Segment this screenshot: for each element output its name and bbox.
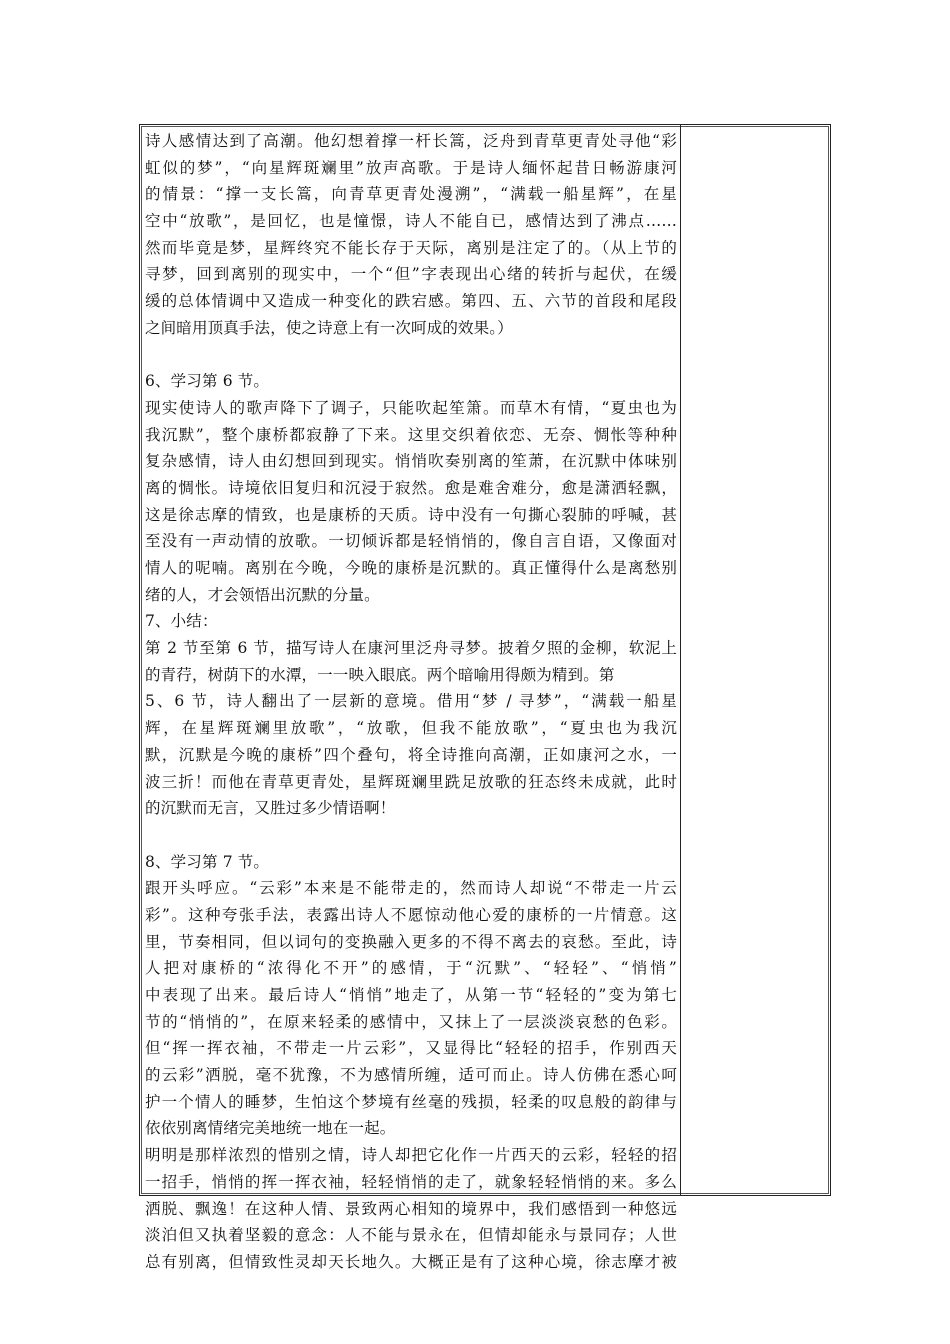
text-line: 诗人感情达到了高潮。他幻想着撑一杆长篙，泛舟到青草更青处寻他“彩 [145,132,677,150]
text-line: 7、小结： [145,612,218,631]
table-column-divider [680,124,681,1196]
text-line: 的情景：“撑一支长篙，向青草更青处漫溯”，“满载一船星辉”，在星 [145,185,677,204]
text-line: 缓的总体情调中又造成一种变化的跌宕感。第四、五、六节的首段和尾段 [145,292,677,311]
blank-line [145,342,677,369]
text-line: 里，节奏相同，但以词句的变换融入更多的不得不离去的哀愁。至此，诗 [145,932,677,951]
text-line: 5、6 节，诗人翻出了一层新的意境。借用“梦 / 寻梦”，“满载一船星 [145,692,677,711]
text-line: 依依别离情绪完美地统一地在一起。 [145,1119,396,1138]
text-line: 8、学习第 7 节。 [145,852,270,871]
text-line: 6、学习第 6 节。 [145,372,270,391]
text-line: 明明是那样浓烈的惜别之情，诗人却把它化作一片西天的云彩，轻轻的招 [145,1146,677,1165]
text-line: 的青荇，树荫下的水潭，一一映入眼底。两个暗喻用得颇为精到。第 [145,665,615,684]
text-line: 但“挥一挥衣袖，不带走一片云彩”，又显得比“轻轻的招手，作别西天 [145,1039,677,1058]
text-line: 之间暗用顶真手法，使之诗意上有一次呵成的效果。） [145,318,513,337]
text-line: 现实使诗人的歌声降下了调子，只能吹起笙箫。而草木有情，“夏虫也为 [145,398,677,417]
text-line: 波三折！而他在青草更青处，星辉斑斓里跣足放歌的狂态终未成就，此时 [145,772,677,791]
text-line: 绪的人，才会领悟出沉默的分量。 [145,585,380,604]
text-line: 一招手，悄悄的挥一挥衣袖，轻轻悄悄的走了，就象轻轻悄悄的来。多么 [145,1172,677,1191]
text-line: 离的惆怅。诗境依旧复归和沉浸于寂然。愈是难舍难分，愈是潇洒轻飘， [145,478,677,497]
text-line: 寻梦，回到离别的现实中，一个“但”字表现出心绪的转折与起伏，在缓 [145,265,677,284]
text-line: 节的“悄悄的”，在原来轻柔的感情中，又抹上了一层淡淡哀愁的色彩。 [145,1012,677,1031]
text-line: 的沉默而无言，又胜过多少情语啊！ [145,799,396,818]
text-line: 虹似的梦”，“向星辉斑斓里”放声高歌。于是诗人缅怀起昔日畅游康河 [145,158,677,177]
text-line: 护一个情人的睡梦，生怕这个梦境有丝毫的残损，轻柔的叹息般的韵律与 [145,1092,677,1111]
text-line: 第 2 节至第 6 节，描写诗人在康河里泛舟寻梦。披着夕照的金柳，软泥上 [145,639,677,658]
text-line: 复杂感情，诗人由幻想回到现实。悄悄吹奏别离的笙萧，在沉默中体味别 [145,452,677,471]
text-line: 淡泊但又执着坚毅的意念：人不能与景永在，但情却能永与景同存；人世 [145,1226,677,1245]
text-line: 然而毕竟是梦，星辉终究不能长存于天际，离别是注定了的。（从上节的 [145,238,677,257]
text-line: 的云彩”洒脱，毫不犹豫，不为感情所缠，适可而止。诗人仿佛在悉心呵 [145,1066,677,1085]
text-line: 我沉默”，整个康桥都寂静了下来。这里交织着依恋、无奈、惆怅等种种 [145,425,677,444]
lesson-content-cell [145,128,677,1271]
text-line: 辉，在星辉斑斓里放歌”，“放歌，但我不能放歌”，“夏虫也为我沉 [145,719,677,738]
text-line: 默，沉默是今晚的康桥”四个叠句，将全诗推向高潮，正如康河之水，一 [145,745,677,764]
text-line: 中表现了出来。最后诗人“悄悄”地走了，从第一节“轻轻的”变为第七 [145,986,677,1004]
text-line: 空中“放歌”，是回忆，也是憧憬，诗人不能自已，感情达到了沸点…… [145,212,677,231]
text-line: 洒脱、飘逸！在这种人情、景致两心相知的境界中，我们感悟到一种悠远 [145,1199,677,1218]
text-line: 情人的呢喃。离别在今晚，今晚的康桥是沉默的。真正懂得什么是离愁别 [145,559,677,577]
blank-line [145,822,677,849]
text-line: 这是徐志摩的情致，也是康桥的天质。诗中没有一句撕心裂肺的呼喊，甚 [145,505,677,524]
text-line: 彩”。这种夸张手法，表露出诗人不愿惊动他心爱的康桥的一片情意。这 [145,905,677,924]
text-line: 跟开头呼应。“云彩”本来是不能带走的，然而诗人却说“不带走一片云 [145,879,677,898]
text-line: 人把对康桥的“浓得化不开”的感情，于“沉默”、“轻轻”、“悄悄” [145,959,677,978]
text-line: 至没有一声动情的放歌。一切倾诉都是轻悄悄的，像自言自语，又像面对 [145,532,677,551]
text-line: 总有别离，但情致性灵却天长地久。大概正是有了这种心境，徐志摩才被 [145,1252,677,1271]
